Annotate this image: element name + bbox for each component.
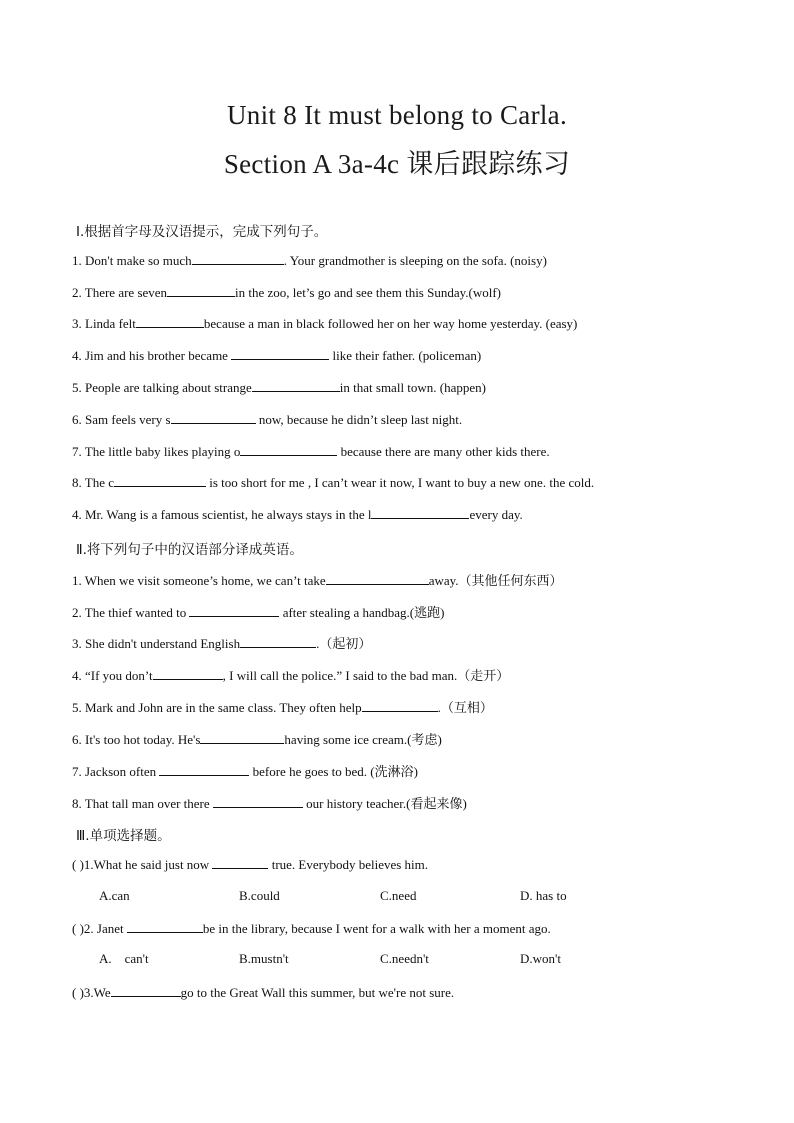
question-text: ( )1.What he said just now xyxy=(72,857,213,872)
question-text: ( )3.We xyxy=(72,985,111,1000)
answer-blank[interactable] xyxy=(240,443,337,456)
part2-item-8 xyxy=(72,793,467,812)
question-text: 7. The little baby likes playing o xyxy=(72,444,241,459)
part2-heading: Ⅱ.将下列句子中的汉语部分译成英语。 xyxy=(76,542,303,558)
part1-item-7 xyxy=(72,443,550,460)
answer-blank[interactable] xyxy=(153,667,223,680)
part1-item-9 xyxy=(72,506,523,523)
question-text: .（互相） xyxy=(437,700,493,715)
page-subtitle: Section A 3a-4c 课后跟踪练习 xyxy=(223,149,571,179)
question-text: now, because he didn’t sleep last night. xyxy=(255,412,463,427)
page-title: Unit 8 It must belong to Carla. xyxy=(226,100,567,130)
part1-item-4 xyxy=(72,347,481,364)
answer-blank[interactable] xyxy=(167,284,235,297)
option-c[interactable]: C.needn't xyxy=(380,951,429,966)
question-text: 1. Don't make so much xyxy=(72,253,192,268)
question-text: because there are many other kids there. xyxy=(337,444,550,459)
part1-item-6 xyxy=(72,411,462,428)
part2-item-5 xyxy=(72,697,493,716)
answer-blank[interactable] xyxy=(189,604,279,617)
option-b[interactable]: B.could xyxy=(239,888,280,903)
question-text: 4. Jim and his brother became xyxy=(72,348,232,363)
answer-blank[interactable] xyxy=(231,347,329,360)
part3-heading: Ⅲ.单项选择题。 xyxy=(76,828,171,844)
option-a[interactable]: A.can xyxy=(99,888,130,903)
part2-item-1 xyxy=(72,570,563,589)
option-d[interactable]: D. has to xyxy=(520,888,567,903)
question-text: 6. It's too hot today. He's xyxy=(72,732,201,747)
question-text: away.（其他任何东西） xyxy=(428,573,563,588)
part2-item-2 xyxy=(72,602,444,621)
question-text: because a man in black followed her on her way home yesterday. (easy) xyxy=(203,316,578,331)
question-text: true. Everybody believes him. xyxy=(268,857,429,872)
answer-blank[interactable] xyxy=(111,984,181,997)
part1-item-5 xyxy=(72,379,486,396)
answer-blank[interactable] xyxy=(136,315,204,328)
question-text: ( )2. Janet xyxy=(72,921,127,936)
answer-blank[interactable] xyxy=(114,474,206,487)
part1-item-1 xyxy=(72,252,547,269)
question-text: be in the library, because I went for a walk with her a moment ago. xyxy=(202,921,551,936)
part2-item-6 xyxy=(72,729,442,748)
part2-item-7 xyxy=(72,761,418,780)
answer-blank[interactable] xyxy=(200,731,284,744)
question-text: 2. The thief wanted to xyxy=(72,605,190,620)
part1-item-8 xyxy=(72,474,594,491)
question-text: 5. People are talking about strange xyxy=(72,380,252,395)
answer-blank[interactable] xyxy=(127,920,203,933)
part1-item-3 xyxy=(72,315,577,332)
question-text: having some ice cream.(考虑) xyxy=(284,732,442,747)
answer-blank[interactable] xyxy=(362,699,438,712)
part1-item-2 xyxy=(72,284,501,301)
answer-blank[interactable] xyxy=(252,379,340,392)
question-text: every day. xyxy=(469,507,523,522)
answer-blank[interactable] xyxy=(371,506,469,519)
option-a[interactable]: A. can't xyxy=(99,951,149,966)
question-text: , I will call the police.” I said to the bad man.（走开） xyxy=(222,668,510,683)
part2-item-4 xyxy=(72,665,509,684)
question-text: 4. “If you don’t xyxy=(72,668,153,683)
question-text: 6. Sam feels very s xyxy=(72,412,171,427)
question-text: is too short for me , I can’t wear it now, I want to buy a new one. the cold. xyxy=(206,475,595,490)
option-d[interactable]: D.won't xyxy=(520,951,561,966)
question-text: . Your grandmother is sleeping on the sofa. (noisy) xyxy=(283,253,547,268)
option-c[interactable]: C.need xyxy=(380,888,417,903)
question-text: .（起初） xyxy=(316,636,372,651)
question-text: 1. When we visit someone’s home, we can’t take xyxy=(72,573,326,588)
question-text: 8. The c xyxy=(72,475,114,490)
answer-blank[interactable] xyxy=(240,635,316,648)
mc-question-2 xyxy=(72,920,551,937)
answer-blank[interactable] xyxy=(192,252,284,265)
question-text: 3. She didn't understand English xyxy=(72,636,241,651)
answer-blank[interactable] xyxy=(159,763,249,776)
question-text: 2. There are seven xyxy=(72,285,168,300)
part2-item-3 xyxy=(72,633,371,652)
question-text: in that small town. (happen) xyxy=(339,380,486,395)
question-text: 8. That tall man over there xyxy=(72,796,213,811)
question-text: before he goes to bed. (洗淋浴) xyxy=(249,764,418,779)
answer-blank[interactable] xyxy=(212,856,268,869)
answer-blank[interactable] xyxy=(326,572,429,585)
question-text: 3. Linda felt xyxy=(72,316,136,331)
question-text: after stealing a handbag.(逃跑) xyxy=(279,605,445,620)
question-text: 5. Mark and John are in the same class. They often help xyxy=(72,700,362,715)
question-text: like their father. (policeman) xyxy=(329,348,482,363)
part1-heading: Ⅰ.根据首字母及汉语提示，完成下列句子。 xyxy=(76,224,328,240)
question-text: our history teacher.(看起来像) xyxy=(302,796,467,811)
question-text: 7. Jackson often xyxy=(72,764,160,779)
question-text: go to the Great Wall this summer, but we're not sure. xyxy=(180,985,455,1000)
mc-question-3 xyxy=(72,984,454,1001)
answer-blank[interactable] xyxy=(171,411,256,424)
question-text: 4. Mr. Wang is a famous scientist, he always stays in the l xyxy=(72,507,372,522)
mc-question-1 xyxy=(72,856,428,873)
option-b[interactable]: B.mustn't xyxy=(239,951,289,966)
answer-blank[interactable] xyxy=(213,795,303,808)
question-text: in the zoo, let’s go and see them this Sunday.(wolf) xyxy=(235,285,502,300)
